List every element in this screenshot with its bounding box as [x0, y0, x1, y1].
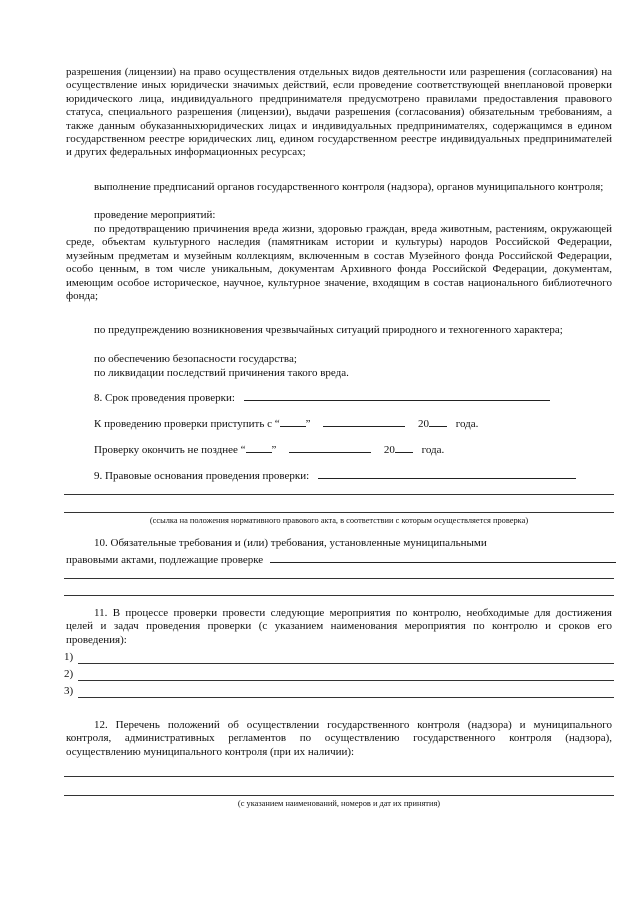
legal-basis-note: (ссылка на положения нормативного правового акта, в соответствии с которым осуществляется проверка) [149, 516, 529, 525]
section-11-text: 11. В процессе проверки провести следующие мероприятия по контролю, необходимые для достижения целей и задач проведения проверки (с указанием наименования мероприятия по контролю и сроков его проведения): [66, 607, 612, 646]
paragraph-text: по ликвидации последствий причинения такого вреда. [94, 367, 349, 379]
start-date-row [66, 415, 612, 429]
paragraph-text: проведение мероприятий: [94, 209, 216, 221]
paragraph-measures [66, 209, 612, 222]
paragraph-text: по обеспечению безопасности государства; [94, 353, 297, 365]
regulations-note: (с указанием наименований, номеров и дат их принятия) [237, 799, 441, 808]
start-year-field[interactable] [429, 415, 447, 427]
start-year-suffix: года. [455, 418, 479, 430]
end-date-row [66, 441, 612, 455]
section-10-text-1: 10. Обязательные требования и (или) требования, установленные муниципальными [94, 537, 487, 549]
paragraph-orders [66, 181, 612, 194]
paragraph-emergency [66, 324, 612, 337]
measure-line-1[interactable] [78, 663, 614, 664]
start-prefix: К проведению проверки приступить с “ [94, 418, 280, 430]
start-year-prefix: 20 [418, 418, 430, 430]
paragraph-text: выполнение предписаний органов государственного контроля (надзора), органов муниципального контроля; [94, 181, 604, 193]
section-10-line-1 [66, 537, 612, 551]
section-10-text-2: правовыми актами, подлежащие проверке [66, 554, 264, 566]
section-8-label-row [66, 389, 612, 403]
paragraph-permissions [66, 66, 612, 160]
section-12-text: 12. Перечень положений об осуществлении государственного контроля (надзора) и муниципального контроля, административных регламентов по осуществлению государственного контроля (надзора), осуществлению муниципального контроля (при их наличии): [66, 719, 612, 758]
duration-field[interactable] [244, 389, 550, 401]
measure-line-2[interactable] [78, 680, 614, 681]
legal-basis-field[interactable] [318, 467, 576, 479]
end-year-prefix: 20 [383, 444, 395, 456]
section-12-text-block [66, 719, 612, 759]
requirements-line-1[interactable] [64, 578, 614, 579]
paragraph-prevention [66, 223, 612, 303]
end-year-suffix: года. [421, 444, 445, 456]
requirements-field[interactable] [270, 551, 616, 563]
paragraph-text: по предотвращению причинения вреда жизни, здоровью граждан, вреда животным, растениям, окружающей среде, объектам культурного наследия (памятникам истории и культуры) народов Российской Федерации, музейным предметам и музейным коллекциям, включенным в состав Музейного фонда Российской Федерации, особо ценным, в том числе уникальным, документам Архивного фонда Российской Федерации, документам, имеющим особое историческое, научное, культурное значение, входящим в состав национального библиотечного фонда; [66, 223, 612, 303]
end-quote: ” [271, 444, 277, 456]
regulations-line-1[interactable] [64, 776, 614, 777]
end-prefix: Проверку окончить не позднее “ [94, 444, 246, 456]
paragraph-text: разрешения (лицензии) на право осуществления отдельных видов деятельности или разрешения (согласования) на осуществление иных юридически значимых действий, если проведение соответствующей внеплановой проверки юридического лица, индивидуального предпринимателя предусмотрено правилами предоставления правового статуса, специального разрешения (лицензии), выдачи разрешения (согласования) обязательным требованиям, а также данным обуказанныхюридических лицах и индивидуальных предпринимателях, содержащимся в едином государственном реестре юридических лиц, едином государственном реестре индивидуальных предпринимателей и других федеральных информационных ресурсах; [66, 66, 612, 159]
measure-number-2: 2) [64, 668, 74, 680]
end-month-field[interactable] [289, 441, 371, 453]
section-9-label-row [66, 467, 612, 481]
measure-line-3[interactable] [78, 697, 614, 698]
section-9-label: 9. Правовые основания проведения проверки: [94, 470, 310, 482]
requirements-line-2[interactable] [64, 595, 614, 596]
paragraph-text: по предупреждению возникновения чрезвычайных ситуаций природного и техногенного характера; [94, 324, 563, 336]
regulations-line-2[interactable] [64, 795, 614, 796]
paragraph-security [66, 353, 612, 366]
start-day-field[interactable] [280, 415, 306, 427]
measure-number-3: 3) [64, 685, 74, 697]
paragraph-liquidation [66, 367, 612, 380]
start-month-field[interactable] [323, 415, 405, 427]
legal-basis-line-2[interactable] [64, 512, 614, 513]
section-8-label: 8. Срок проведения проверки: [94, 392, 235, 404]
start-quote: ” [305, 418, 311, 430]
section-10-line-2 [66, 551, 612, 565]
measure-number-1: 1) [64, 651, 74, 663]
section-11-text-block [66, 607, 612, 647]
end-year-field[interactable] [395, 441, 413, 453]
end-day-field[interactable] [246, 441, 272, 453]
legal-basis-line-1[interactable] [64, 494, 614, 495]
